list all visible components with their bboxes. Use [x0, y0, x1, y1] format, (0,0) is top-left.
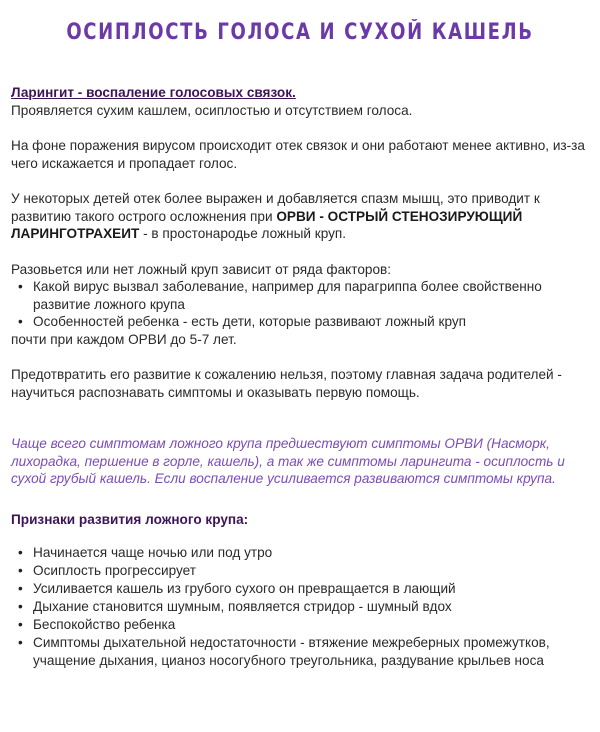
factors-list: [11, 278, 596, 331]
laryngitis-description: Проявляется сухим кашлем, осиплостью и отсутствием голоса.: [11, 102, 413, 118]
croup-paragraph: [11, 190, 596, 243]
symptoms-note: Чаще всего симптомам ложного крупа предшествуют симптомы ОРВИ (Насморк, лихорадка, першение в горле, кашель), а так же симптомы ларингита - осиплость и сухой грубый кашель. Если воспаление усиливается развиваются симптомы крупа.: [11, 436, 565, 486]
croup-text-after: - в простонародье ложный круп.: [139, 226, 347, 241]
laryngitis-heading: Ларингит - воспаление голосовых связок.: [11, 85, 296, 100]
sign-item: • Симптомы дыхательной недостаточности - втяжение межреберных промежутков, учащение дыхания, цианоз носогубного треугольника, раздувание крыльев носа: [11, 634, 596, 669]
sign-item: • Начинается чаще ночью или под утро: [11, 544, 596, 562]
sign-item: • Дыхание становится шумным, появляется стридор - шумный вдох: [11, 598, 596, 616]
factor-item: • Особенностей ребенка - есть дети, которые развивают ложный круп: [11, 313, 596, 331]
sign-item: • Осиплость прогрессирует: [11, 562, 596, 580]
factor-item: • Какой вирус вызвал заболевание, например для парагриппа более свойственно развитие ложного крупа: [11, 278, 596, 313]
prevention-paragraph: Предотвратить его развитие к сожалению нельзя, поэтому главная задача родителей - научиться распознавать симптомы и оказывать первую помощь.: [11, 367, 562, 400]
signs-heading: Признаки развития ложного крупа:: [11, 511, 249, 527]
croup-strong-term: ОРВИ - ОСТРЫЙ СТЕНОЗИРУЮЩИЙ ЛАРИНГОТРАХЕИТ: [11, 208, 523, 241]
signs-list: [11, 544, 596, 669]
factor-item-continuation: почти при каждом ОРВИ до 5-7 лет.: [11, 331, 237, 347]
factors-intro: Разовьется или нет ложный круп зависит от ряда факторов:: [11, 261, 392, 277]
croup-text-before: У некоторых детей отек более выражен и добавляется спазм мышц, это приводит к развитию такого острого осложнения при: [11, 191, 540, 224]
edema-paragraph: На фоне поражения вирусом происходит отек связок и они работают менее активно, из-за чего искажается и пропадает голос.: [11, 138, 585, 171]
article-body: [11, 84, 596, 670]
page-title: ОСИПЛОСТЬ ГОЛОСА И СУХОЙ КАШЕЛЬ: [66, 20, 534, 45]
sign-item: • Беспокойство ребенка: [11, 616, 596, 634]
sign-item: • Усиливается кашель из грубого сухого он превращается в лающий: [11, 580, 596, 598]
